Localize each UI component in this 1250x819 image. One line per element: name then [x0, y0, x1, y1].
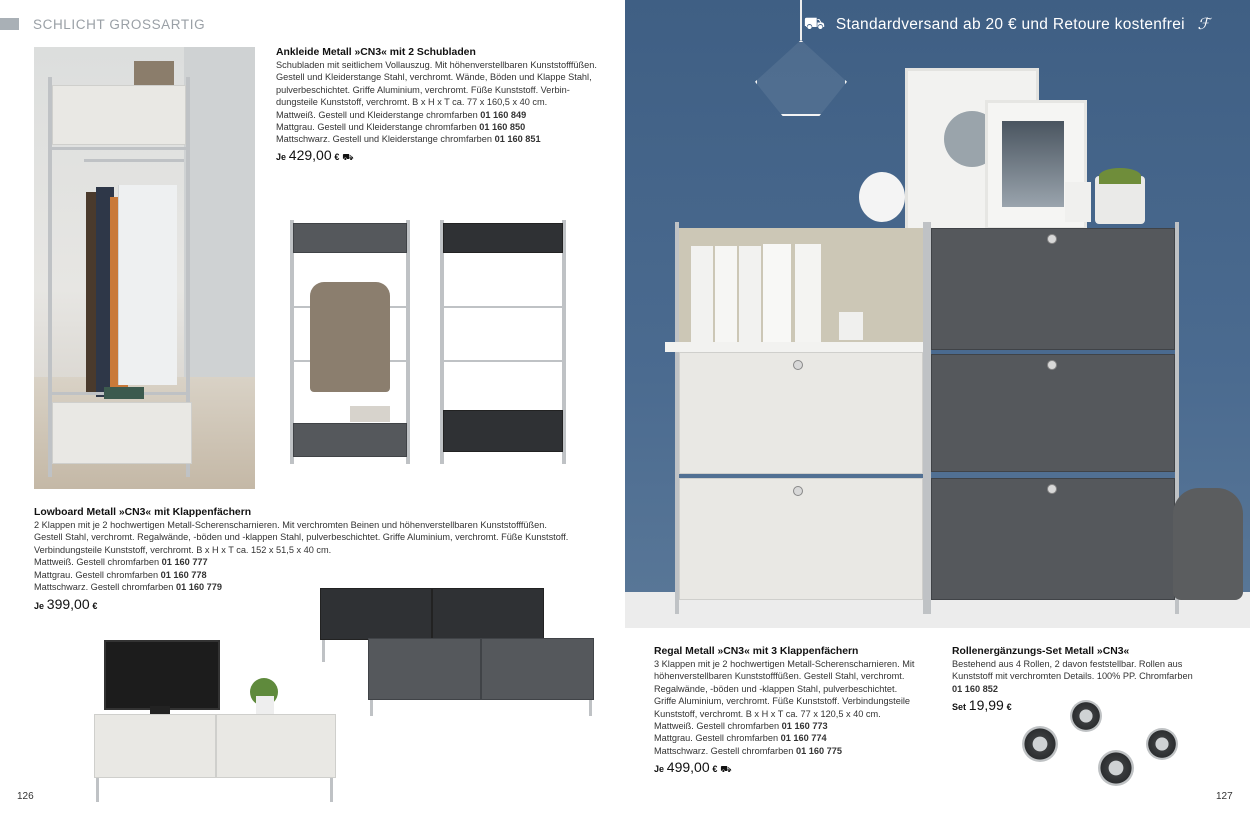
page-number-right: 127 — [1216, 791, 1233, 802]
ankleide-grey-product-image — [290, 220, 410, 466]
rollen-article-number: 01 160 852 — [952, 683, 998, 694]
ankleide-description: Schubladen mit seitlichem Vollauszug. Mit höhenverstellbaren Kunststofffüßen. Gestell und Kleiderstange Stahl, verchromt. Wände, Böden und Klappe Stahl, pulverbeschichtet. Griffe Aluminium, verchromt. Füße Kunststoff. Verbin- dungsteile Kunststoff, verchromt. B x H x T ca. 77 x 160,5 x 40 cm. Mattweiß. Gestell und Kleiderstange chromfarben 01 160 849 Mattgrau. Gestell und Kleiderstange chromfarben 01 160 850 Mattschwarz. Gestell und Kleiderstange chromfarben 01 160 851 — [276, 59, 606, 146]
page-number-left: 126 — [17, 791, 34, 802]
ankleide-price: Je 429,00 € ⛟ — [276, 147, 354, 163]
lowboard-grey-product-image — [368, 638, 594, 718]
lowboard-variant: Mattschwarz. Gestell chromfarben 01 160 779 — [34, 582, 222, 593]
lowboard-title: Lowboard Metall »CN3« mit Klappenfächern — [34, 507, 252, 518]
rollen-description: Bestehend aus 4 Rollen, 2 davon feststellbar. Rollen aus Kunststoff mit verchromten Details. 100% PP. Chromfarben 01 160 852 — [952, 658, 1222, 695]
ankleide-title: Ankleide Metall »CN3« mit 2 Schubladen — [276, 47, 476, 58]
regal-price: Je 499,00 € ⛟ — [654, 759, 732, 775]
clock — [859, 172, 905, 222]
header-accent-bar — [0, 18, 19, 30]
pendant-lamp — [755, 40, 847, 116]
casters-product-image — [1018, 698, 1194, 794]
regal-title: Regal Metall »CN3« mit 3 Klappenfächern — [654, 646, 859, 657]
regal-variant: Mattschwarz. Gestell chromfarben 01 160 775 — [654, 745, 842, 756]
delivery-truck-icon: ⛟ — [803, 14, 826, 33]
ankleide-variant: Mattgrau. Gestell und Kleiderstange chromfarben 01 160 850 — [276, 122, 526, 133]
regal-lifestyle-photo — [625, 0, 1250, 628]
open-compartment — [679, 228, 923, 342]
brand-logo-icon: ℱ — [1197, 15, 1210, 33]
lowboard-price: Je 399,00 € — [34, 596, 98, 612]
lowboard-variant: Mattgrau. Gestell chromfarben 01 160 778 — [34, 569, 207, 580]
lowboard-description: 2 Klappen mit je 2 hochwertigen Metall-Scherenscharnieren. Mit verchromten Beinen und höhenverstellbaren Kunststofffüßen. Gestell Stahl, verchromt. Regalwände, -böden und -klappen Stahl, pulverbeschichtet. Griffe Aluminium, verchromt. Füße Kunststoff. Verbindungsteile Kunststoff, verchromt. B x H x T ca. 152 x 51,5 x 40 cm. Mattweiß. Gestell chromfarben 01 160 777 Mattgrau. Gestell chromfarben 01 160 778 Mattschwarz. Gestell chromfarben 01 160 779 — [34, 519, 594, 593]
lowboard-white-lifestyle-image — [90, 636, 340, 804]
ankleide-variant: Mattschwarz. Gestell und Kleiderstange chromfarben 01 160 851 — [276, 134, 541, 145]
regal-variant: Mattweiß. Gestell chromfarben 01 160 773 — [654, 721, 828, 732]
regal-variant: Mattgrau. Gestell chromfarben 01 160 774 — [654, 733, 827, 744]
ankleide-lifestyle-photo — [34, 47, 255, 489]
plant-pot-small — [1065, 182, 1091, 222]
delivery-truck-icon: ⛟ — [342, 152, 354, 162]
section-heading: SCHLICHT GROSSARTIG — [33, 17, 206, 32]
backpack — [1173, 488, 1243, 600]
lowboard-variant: Mattweiß. Gestell chromfarben 01 160 777 — [34, 557, 208, 568]
rollen-title: Rollenergänzungs-Set Metall »CN3« — [952, 646, 1130, 657]
delivery-truck-icon: ⛟ — [720, 764, 732, 774]
ankleide-variant: Mattweiß. Gestell und Kleiderstange chromfarben 01 160 849 — [276, 109, 527, 120]
shipping-banner: ⛟ Standardversand ab 20 € und Retoure kostenfrei ℱ — [803, 14, 1210, 33]
regal-description: 3 Klappen mit je 2 hochwertigen Metall-Scherenscharnieren. Mit höhenverstellbaren Kunststofffüßen. Gestell Stahl, verchromt. Regalwände, -böden und -klappen Stahl, pulverbeschichtet. Griffe Aluminium, verchromt. Füße Kunststoff. Verbindungsteile Kunststoff, verchromt. B x H x T ca. 77 x 120,5 x 40 cm. Mattweiß. Gestell chromfarben 01 160 773 Mattgrau. Gestell chromfarben 01 160 774 Mattschwarz. Gestell chromfarben 01 160 775 — [654, 658, 924, 757]
rollen-price: Set 19,99 € — [952, 697, 1012, 713]
ankleide-black-product-image — [440, 220, 566, 466]
